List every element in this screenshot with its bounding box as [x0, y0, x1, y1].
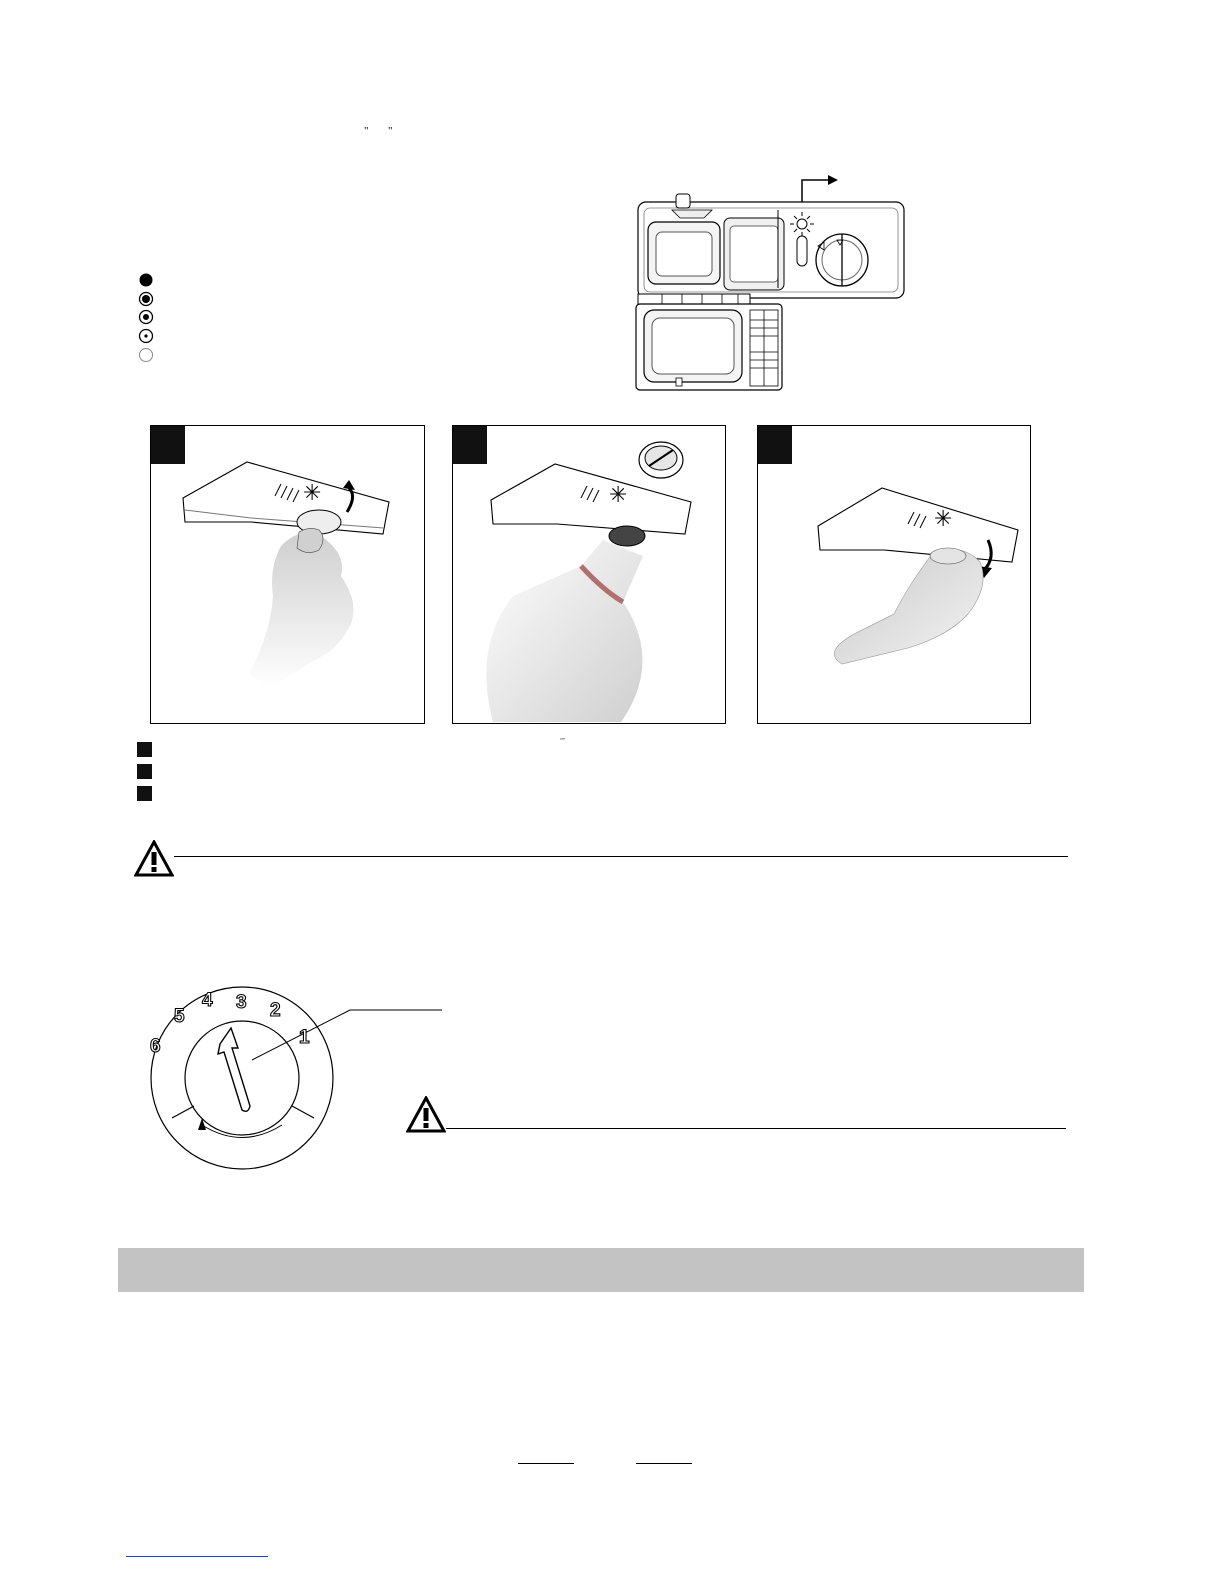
underline-left [518, 1463, 574, 1464]
ring-dot-icon [140, 330, 153, 343]
warning-triangle-icon [134, 840, 174, 878]
step-1-illustration [151, 426, 424, 723]
step-2-panel [452, 425, 726, 724]
ring-medium-icon [140, 311, 153, 324]
dial-number-6: 6 [150, 1036, 161, 1057]
warning-1-rule [174, 856, 1068, 857]
dial-number-1: 1 [299, 1027, 310, 1048]
warning-2-rule [446, 1128, 1066, 1129]
step-3-illustration [758, 426, 1030, 723]
step-2-illustration [453, 426, 725, 723]
svg-text:✳: ✳ [934, 507, 953, 532]
rinse-aid-dial-figure [132, 978, 452, 1176]
dial-number-3: 3 [236, 992, 247, 1013]
step-1-marker [137, 742, 152, 757]
dial-number-5: 5 [174, 1006, 185, 1027]
ring-thick-icon [140, 293, 153, 306]
step-1-panel [150, 425, 425, 724]
closing-quote-mark: " [388, 125, 393, 137]
dial-number-2: 2 [270, 1000, 281, 1021]
opening-quote-mark: " [364, 125, 369, 137]
svg-text:✳: ✳ [609, 483, 628, 508]
dial-number-4: 4 [202, 990, 213, 1011]
section-heading-band [118, 1248, 1084, 1292]
dispenser-overview-figure [632, 170, 912, 395]
warning-triangle-icon [406, 1096, 446, 1134]
footnote-link-line[interactable] [126, 1556, 268, 1557]
step-2-marker [137, 764, 152, 779]
small-mark: ˝˝ [560, 739, 565, 746]
empty-circle-icon [140, 349, 153, 362]
step-3-panel [757, 425, 1031, 724]
step-3-marker [137, 786, 152, 801]
filled-circle-icon [140, 274, 153, 287]
svg-text:✳: ✳ [303, 481, 322, 506]
underline-right [636, 1463, 692, 1464]
indicator-legend [134, 270, 160, 366]
